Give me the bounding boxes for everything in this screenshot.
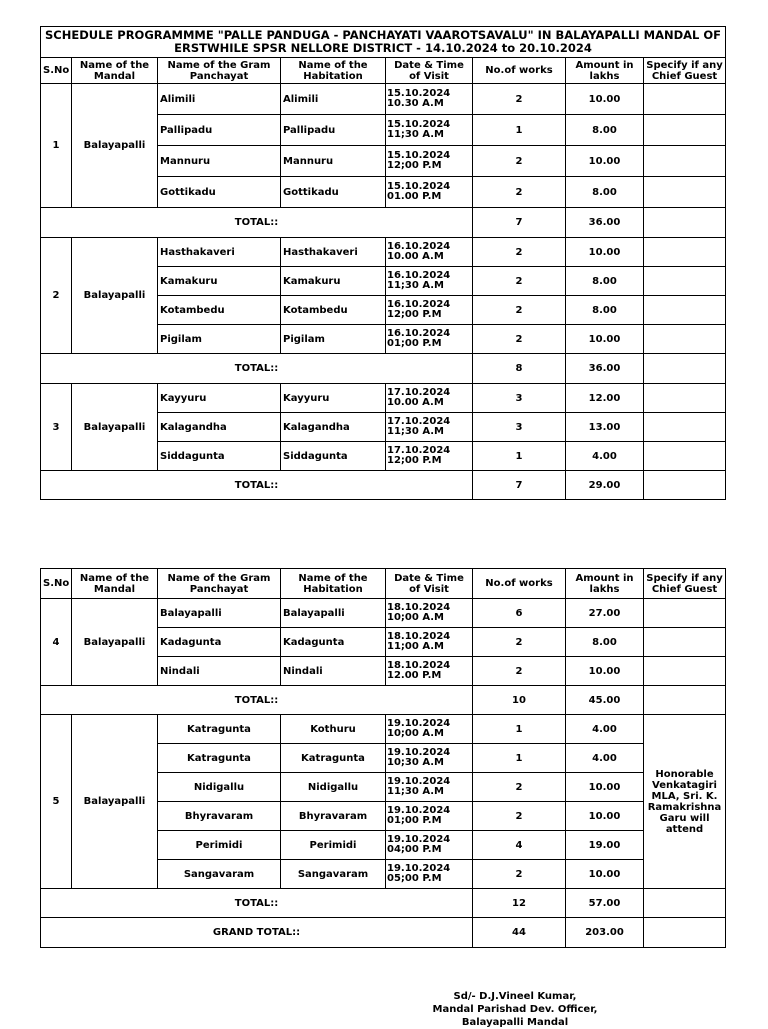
habitation-cell: Pallipadu <box>281 115 386 146</box>
mandal-cell: Balayapalli <box>72 599 158 686</box>
grand-total-amount: 203.00 <box>566 918 644 948</box>
header-habitation: Name of the Habitation <box>281 569 386 599</box>
datetime-cell <box>386 442 473 471</box>
total-amount: 36.00 <box>566 208 644 238</box>
mandal-cell: Balayapalli <box>72 84 158 208</box>
table-row <box>41 599 726 628</box>
panchayat-cell: Mannuru <box>158 146 281 177</box>
total-amount: 36.00 <box>566 354 644 384</box>
panchayat-cell: Nidigallu <box>158 773 281 802</box>
datetime-cell <box>386 146 473 177</box>
sno-cell: 1 <box>41 84 72 208</box>
visit-date: 15.10.2024 <box>387 149 451 161</box>
amount-cell: 10.00 <box>566 84 644 115</box>
header-guest: Specify if any Chief Guest <box>644 569 726 599</box>
habitation-cell: Bhyravaram <box>281 802 386 831</box>
total-label: TOTAL:: <box>41 889 473 918</box>
works-cell: 2 <box>473 802 566 831</box>
amount-cell: 10.00 <box>566 802 644 831</box>
total-label: TOTAL:: <box>41 471 473 500</box>
works-cell: 2 <box>473 146 566 177</box>
habitation-cell: Mannuru <box>281 146 386 177</box>
table-row <box>41 84 726 115</box>
chief-guest-cell <box>644 115 726 146</box>
visit-date: 19.10.2024 <box>387 862 451 874</box>
visit-time: 10.30 A.M <box>387 98 444 109</box>
works-cell: 2 <box>473 773 566 802</box>
works-cell: 1 <box>473 442 566 471</box>
page-title: SCHEDULE PROGRAMMME "PALLE PANDUGA - PANCHAYATI VAAROTSAVALU" IN BALAYAPALLI MANDAL OF ERSTWHILE SPSR NELLORE DISTRICT - 14.10.2024 to 20.10.2024 <box>41 27 726 58</box>
amount-cell: 10.00 <box>566 860 644 889</box>
datetime-cell <box>386 599 473 628</box>
header-mandal: Name of the Mandal <box>72 58 158 84</box>
visit-time: 10;00 A.M <box>387 612 444 623</box>
amount-cell: 4.00 <box>566 715 644 744</box>
panchayat-cell: Kotambedu <box>158 296 281 325</box>
header-habitation: Name of the Habitation <box>281 58 386 84</box>
works-cell: 2 <box>473 238 566 267</box>
panchayat-cell: Bhyravaram <box>158 802 281 831</box>
habitation-cell: Kayyuru <box>281 384 386 413</box>
visit-date: 15.10.2024 <box>387 180 451 192</box>
chief-guest-cell <box>644 84 726 115</box>
chief-guest-cell <box>644 146 726 177</box>
visit-time: 12.00 P.M <box>387 670 442 681</box>
works-cell: 3 <box>473 413 566 442</box>
panchayat-cell: Alimili <box>158 84 281 115</box>
signature-designation: Mandal Parishad Dev. Officer, <box>432 1004 598 1015</box>
habitation-cell: Kalagandha <box>281 413 386 442</box>
visit-date: 18.10.2024 <box>387 601 451 613</box>
total-label: TOTAL:: <box>41 208 473 238</box>
datetime-cell <box>386 296 473 325</box>
total-works: 10 <box>473 686 566 715</box>
total-guest <box>644 208 726 238</box>
total-guest <box>644 686 726 715</box>
works-cell: 2 <box>473 177 566 208</box>
total-amount: 57.00 <box>566 889 644 918</box>
table-row <box>41 384 726 413</box>
total-works: 7 <box>473 471 566 500</box>
header-amount: Amount in lakhs <box>566 58 644 84</box>
mandal-cell: Balayapalli <box>72 384 158 471</box>
visit-time: 04;00 P.M <box>387 844 442 855</box>
amount-cell: 10.00 <box>566 325 644 354</box>
visit-time: 12;00 P.M <box>387 160 442 171</box>
habitation-cell: Hasthakaveri <box>281 238 386 267</box>
panchayat-cell: Sangavaram <box>158 860 281 889</box>
datetime-cell <box>386 115 473 146</box>
grand-total-guest <box>644 918 726 948</box>
datetime-cell <box>386 657 473 686</box>
visit-date: 16.10.2024 <box>387 240 451 252</box>
header-works: No.of works <box>473 569 566 599</box>
total-row <box>41 208 726 238</box>
total-row <box>41 354 726 384</box>
mandal-cell: Balayapalli <box>72 238 158 354</box>
works-cell: 6 <box>473 599 566 628</box>
sno-cell: 5 <box>41 715 72 889</box>
chief-guest-cell <box>644 238 726 267</box>
total-works: 12 <box>473 889 566 918</box>
amount-cell: 10.00 <box>566 657 644 686</box>
visit-time: 10;30 A.M <box>387 757 444 768</box>
amount-cell: 19.00 <box>566 831 644 860</box>
panchayat-cell: Hasthakaveri <box>158 238 281 267</box>
visit-date: 16.10.2024 <box>387 327 451 339</box>
chief-guest-cell <box>644 657 726 686</box>
total-guest <box>644 889 726 918</box>
amount-cell: 8.00 <box>566 628 644 657</box>
amount-cell: 10.00 <box>566 238 644 267</box>
amount-cell: 12.00 <box>566 384 644 413</box>
habitation-cell: Kotambedu <box>281 296 386 325</box>
datetime-cell <box>386 413 473 442</box>
habitation-cell: Perimidi <box>281 831 386 860</box>
works-cell: 2 <box>473 267 566 296</box>
panchayat-cell: Siddagunta <box>158 442 281 471</box>
visit-time: 11;30 A.M <box>387 129 444 140</box>
visit-time: 12;00 P.M <box>387 455 442 466</box>
visit-date: 18.10.2024 <box>387 630 451 642</box>
amount-cell: 8.00 <box>566 296 644 325</box>
sno-cell: 4 <box>41 599 72 686</box>
visit-date: 17.10.2024 <box>387 415 451 427</box>
amount-cell: 27.00 <box>566 599 644 628</box>
amount-cell: 8.00 <box>566 267 644 296</box>
amount-cell: 10.00 <box>566 146 644 177</box>
amount-cell: 4.00 <box>566 744 644 773</box>
header-sno: S.No <box>41 58 72 84</box>
works-cell: 1 <box>473 744 566 773</box>
visit-time: 11;00 A.M <box>387 641 444 652</box>
signature-name: Sd/- D.J.Vineel Kumar, <box>453 991 577 1002</box>
chief-guest-cell <box>644 296 726 325</box>
habitation-cell: Kothuru <box>281 715 386 744</box>
table-row <box>41 238 726 267</box>
panchayat-cell: Gottikadu <box>158 177 281 208</box>
table-header-row <box>41 58 726 84</box>
total-row <box>41 686 726 715</box>
visit-date: 19.10.2024 <box>387 775 451 787</box>
total-works: 7 <box>473 208 566 238</box>
works-cell: 4 <box>473 831 566 860</box>
visit-date: 16.10.2024 <box>387 298 451 310</box>
visit-date: 19.10.2024 <box>387 746 451 758</box>
chief-guest-cell <box>644 325 726 354</box>
chief-guest-cell <box>644 628 726 657</box>
visit-time: 10.00 A.M <box>387 397 444 408</box>
datetime-cell <box>386 773 473 802</box>
visit-time: 01.00 P.M <box>387 191 442 202</box>
chief-guest-cell <box>644 413 726 442</box>
visit-time: 11;30 A.M <box>387 426 444 437</box>
habitation-cell: Sangavaram <box>281 860 386 889</box>
header-datetime: Date & Time of Visit <box>386 58 473 84</box>
datetime-cell <box>386 177 473 208</box>
amount-cell: 10.00 <box>566 773 644 802</box>
total-row <box>41 889 726 918</box>
panchayat-cell: Katragunta <box>158 744 281 773</box>
datetime-cell <box>386 860 473 889</box>
header-amount: Amount in lakhs <box>566 569 644 599</box>
habitation-cell: Siddagunta <box>281 442 386 471</box>
visit-date: 17.10.2024 <box>387 444 451 456</box>
datetime-cell <box>386 84 473 115</box>
works-cell: 1 <box>473 715 566 744</box>
total-guest <box>644 471 726 500</box>
habitation-cell: Pigilam <box>281 325 386 354</box>
visit-date: 19.10.2024 <box>387 717 451 729</box>
habitation-cell: Katragunta <box>281 744 386 773</box>
header-works: No.of works <box>473 58 566 84</box>
total-label: TOTAL:: <box>41 686 473 715</box>
visit-date: 18.10.2024 <box>387 659 451 671</box>
total-row <box>41 471 726 500</box>
habitation-cell: Balayapalli <box>281 599 386 628</box>
header-panchayat: Name of the Gram Panchayat <box>158 58 281 84</box>
habitation-cell: Kamakuru <box>281 267 386 296</box>
datetime-cell <box>386 715 473 744</box>
amount-cell: 13.00 <box>566 413 644 442</box>
visit-date: 19.10.2024 <box>387 804 451 816</box>
visit-date: 16.10.2024 <box>387 269 451 281</box>
header-mandal: Name of the Mandal <box>72 569 158 599</box>
works-cell: 2 <box>473 84 566 115</box>
works-cell: 3 <box>473 384 566 413</box>
visit-time: 01;00 P.M <box>387 815 442 826</box>
grand-total-row <box>41 918 726 948</box>
total-amount: 45.00 <box>566 686 644 715</box>
panchayat-cell: Pallipadu <box>158 115 281 146</box>
header-panchayat: Name of the Gram Panchayat <box>158 569 281 599</box>
chief-guest-cell <box>644 384 726 413</box>
amount-cell: 8.00 <box>566 177 644 208</box>
works-cell: 2 <box>473 860 566 889</box>
visit-time: 11;30 A.M <box>387 786 444 797</box>
works-cell: 1 <box>473 115 566 146</box>
visit-time: 12;00 P.M <box>387 309 442 320</box>
chief-guest-cell <box>644 267 726 296</box>
datetime-cell <box>386 384 473 413</box>
panchayat-cell: Balayapalli <box>158 599 281 628</box>
visit-time: 05;00 P.M <box>387 873 442 884</box>
sno-cell: 3 <box>41 384 72 471</box>
habitation-cell: Gottikadu <box>281 177 386 208</box>
habitation-cell: Kadagunta <box>281 628 386 657</box>
visit-time: 01;00 P.M <box>387 338 442 349</box>
panchayat-cell: Nindali <box>158 657 281 686</box>
amount-cell: 8.00 <box>566 115 644 146</box>
datetime-cell <box>386 744 473 773</box>
chief-guest-cell <box>644 442 726 471</box>
panchayat-cell: Katragunta <box>158 715 281 744</box>
datetime-cell <box>386 238 473 267</box>
total-guest <box>644 354 726 384</box>
works-cell: 2 <box>473 628 566 657</box>
habitation-cell: Nidigallu <box>281 773 386 802</box>
mandal-cell: Balayapalli <box>72 715 158 889</box>
works-cell: 2 <box>473 296 566 325</box>
sno-cell: 2 <box>41 238 72 354</box>
grand-total-label: GRAND TOTAL:: <box>41 918 473 948</box>
panchayat-cell: Perimidi <box>158 831 281 860</box>
table-row <box>41 715 726 744</box>
schedule-table-2 <box>40 568 726 948</box>
visit-date: 15.10.2024 <box>387 87 451 99</box>
datetime-cell <box>386 802 473 831</box>
panchayat-cell: Kadagunta <box>158 628 281 657</box>
amount-cell: 4.00 <box>566 442 644 471</box>
signature-mandal: Balayapalli Mandal <box>461 1017 569 1028</box>
total-amount: 29.00 <box>566 471 644 500</box>
visit-time: 10;00 A.M <box>387 728 444 739</box>
visit-date: 15.10.2024 <box>387 118 451 130</box>
grand-total-works: 44 <box>473 918 566 948</box>
works-cell: 2 <box>473 657 566 686</box>
datetime-cell <box>386 831 473 860</box>
works-cell: 2 <box>473 325 566 354</box>
datetime-cell <box>386 267 473 296</box>
header-guest: Specify if any Chief Guest <box>644 58 726 84</box>
schedule-table-1 <box>40 26 726 500</box>
visit-time: 11;30 A.M <box>387 280 444 291</box>
chief-guest-cell <box>644 599 726 628</box>
datetime-cell <box>386 628 473 657</box>
panchayat-cell: Kamakuru <box>158 267 281 296</box>
habitation-cell: Alimili <box>281 84 386 115</box>
visit-date: 19.10.2024 <box>387 833 451 845</box>
habitation-cell: Nindali <box>281 657 386 686</box>
panchayat-cell: Pigilam <box>158 325 281 354</box>
signature-block <box>380 990 650 1029</box>
panchayat-cell: Kalagandha <box>158 413 281 442</box>
total-works: 8 <box>473 354 566 384</box>
visit-date: 17.10.2024 <box>387 386 451 398</box>
panchayat-cell: Kayyuru <box>158 384 281 413</box>
header-sno: S.No <box>41 569 72 599</box>
table-header-row <box>41 569 726 599</box>
chief-guest-cell: Honorable Venkatagiri MLA, Sri. K. Ramakrishna Garu will attend <box>644 715 726 889</box>
header-datetime: Date & Time of Visit <box>386 569 473 599</box>
visit-time: 10.00 A.M <box>387 251 444 262</box>
total-label: TOTAL:: <box>41 354 473 384</box>
chief-guest-cell <box>644 177 726 208</box>
datetime-cell <box>386 325 473 354</box>
